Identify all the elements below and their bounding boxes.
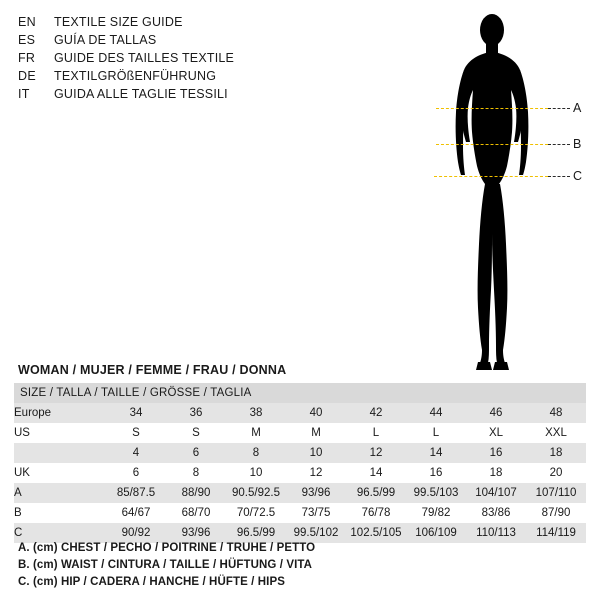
row-cell: 110/113 [466, 523, 526, 543]
row-cell: 76/78 [346, 503, 406, 523]
hip-guide-label: C [573, 169, 583, 183]
language-code: ES [18, 33, 36, 47]
row-cell: 6 [166, 443, 226, 463]
row-cell: 106/109 [406, 523, 466, 543]
row-cell: 87/90 [526, 503, 586, 523]
language-title: GUIDE DES TAILLES TEXTILE [54, 51, 235, 65]
row-cell: 99.5/103 [406, 483, 466, 503]
chest-guide-label: A [573, 101, 582, 115]
row-cell: 83/86 [466, 503, 526, 523]
language-code: FR [18, 51, 36, 65]
row-label: B [14, 503, 106, 523]
row-cell: 36 [166, 403, 226, 423]
row-cell: 12 [346, 443, 406, 463]
row-cell: 85/87.5 [106, 483, 166, 503]
row-cell: 73/75 [286, 503, 346, 523]
row-cell: S [166, 423, 226, 443]
row-cell: M [226, 423, 286, 443]
row-cell: 42 [346, 403, 406, 423]
language-row [18, 86, 318, 103]
row-label: US [14, 423, 106, 443]
row-cell: XL [466, 423, 526, 443]
female-silhouette-icon [430, 8, 595, 373]
size-table [14, 383, 586, 543]
language-row [18, 50, 318, 67]
row-cell: 70/72.5 [226, 503, 286, 523]
row-cell: 18 [466, 463, 526, 483]
waist-guide-leader [548, 144, 570, 145]
row-cell: 16 [406, 463, 466, 483]
row-cell: 79/82 [406, 503, 466, 523]
language-code: EN [18, 15, 36, 29]
size-table-wrapper [14, 383, 586, 543]
row-cell: 8 [226, 443, 286, 463]
row-cell: 14 [346, 463, 406, 483]
row-cell: 6 [106, 463, 166, 483]
row-cell: 8 [166, 463, 226, 483]
table-row [14, 463, 586, 483]
hip-guide-leader [548, 176, 570, 177]
row-cell: M [286, 423, 346, 443]
row-cell: 64/67 [106, 503, 166, 523]
language-code: IT [18, 87, 30, 101]
row-cell: 104/107 [466, 483, 526, 503]
waist-guide-label: B [573, 137, 582, 151]
language-row [18, 14, 318, 31]
row-cell: L [406, 423, 466, 443]
table-row [14, 423, 586, 443]
row-cell: 44 [406, 403, 466, 423]
legend-row-chest: A. (cm) CHEST / PECHO / POITRINE / TRUHE / PETTO [18, 542, 316, 554]
table-header-label: SIZE / TALLA / TAILLE / GRÖSSE / TAGLIA [14, 383, 586, 403]
row-cell: 107/110 [526, 483, 586, 503]
section-heading: WOMAN / MUJER / FEMME / FRAU / DONNA [18, 363, 287, 377]
row-cell: S [106, 423, 166, 443]
row-cell: 114/119 [526, 523, 586, 543]
row-cell: 14 [406, 443, 466, 463]
table-row [14, 403, 586, 423]
chest-guide-leader [548, 108, 570, 109]
row-cell: 90/92 [106, 523, 166, 543]
row-cell: 96.5/99 [346, 483, 406, 503]
row-label: UK [14, 463, 106, 483]
row-cell: L [346, 423, 406, 443]
row-cell: 88/90 [166, 483, 226, 503]
row-cell: 48 [526, 403, 586, 423]
row-cell: 102.5/105 [346, 523, 406, 543]
row-label: Europe [14, 403, 106, 423]
row-label: C [14, 523, 106, 543]
table-row [14, 503, 586, 523]
row-cell: 10 [286, 443, 346, 463]
row-cell: 38 [226, 403, 286, 423]
row-cell: 12 [286, 463, 346, 483]
row-cell: 93/96 [166, 523, 226, 543]
language-code: DE [18, 69, 36, 83]
language-title: GUIDA ALLE TAGLIE TESSILI [54, 87, 228, 101]
table-row [14, 483, 586, 503]
row-label: A [14, 483, 106, 503]
language-row [18, 32, 318, 49]
measurement-legend [18, 540, 578, 591]
row-cell: 90.5/92.5 [226, 483, 286, 503]
language-title: TEXTILE SIZE GUIDE [54, 15, 183, 29]
language-row [18, 68, 318, 85]
row-label [14, 443, 106, 463]
table-header-row [14, 383, 586, 403]
legend-row-waist: B. (cm) WAIST / CINTURA / TAILLE / HÜFTUNG / VITA [18, 559, 313, 571]
row-cell: 93/96 [286, 483, 346, 503]
row-cell: 99.5/102 [286, 523, 346, 543]
row-cell: 18 [526, 443, 586, 463]
legend-row-hip: C. (cm) HIP / CADERA / HANCHE / HÜFTE / HIPS [18, 576, 286, 588]
table-row [14, 443, 586, 463]
row-cell: 20 [526, 463, 586, 483]
row-cell: 10 [226, 463, 286, 483]
female-figure-diagram [430, 8, 595, 373]
row-cell: 40 [286, 403, 346, 423]
row-cell: 46 [466, 403, 526, 423]
hip-guide-line [434, 176, 548, 177]
language-title-list [18, 14, 318, 104]
row-cell: XXL [526, 423, 586, 443]
language-title: GUÍA DE TALLAS [54, 33, 157, 47]
row-cell: 34 [106, 403, 166, 423]
chest-guide-line [436, 108, 548, 109]
row-cell: 16 [466, 443, 526, 463]
language-title: TEXTILGRÖßENFÜHRUNG [54, 69, 217, 83]
row-cell: 68/70 [166, 503, 226, 523]
waist-guide-line [436, 144, 548, 145]
row-cell: 4 [106, 443, 166, 463]
row-cell: 96.5/99 [226, 523, 286, 543]
